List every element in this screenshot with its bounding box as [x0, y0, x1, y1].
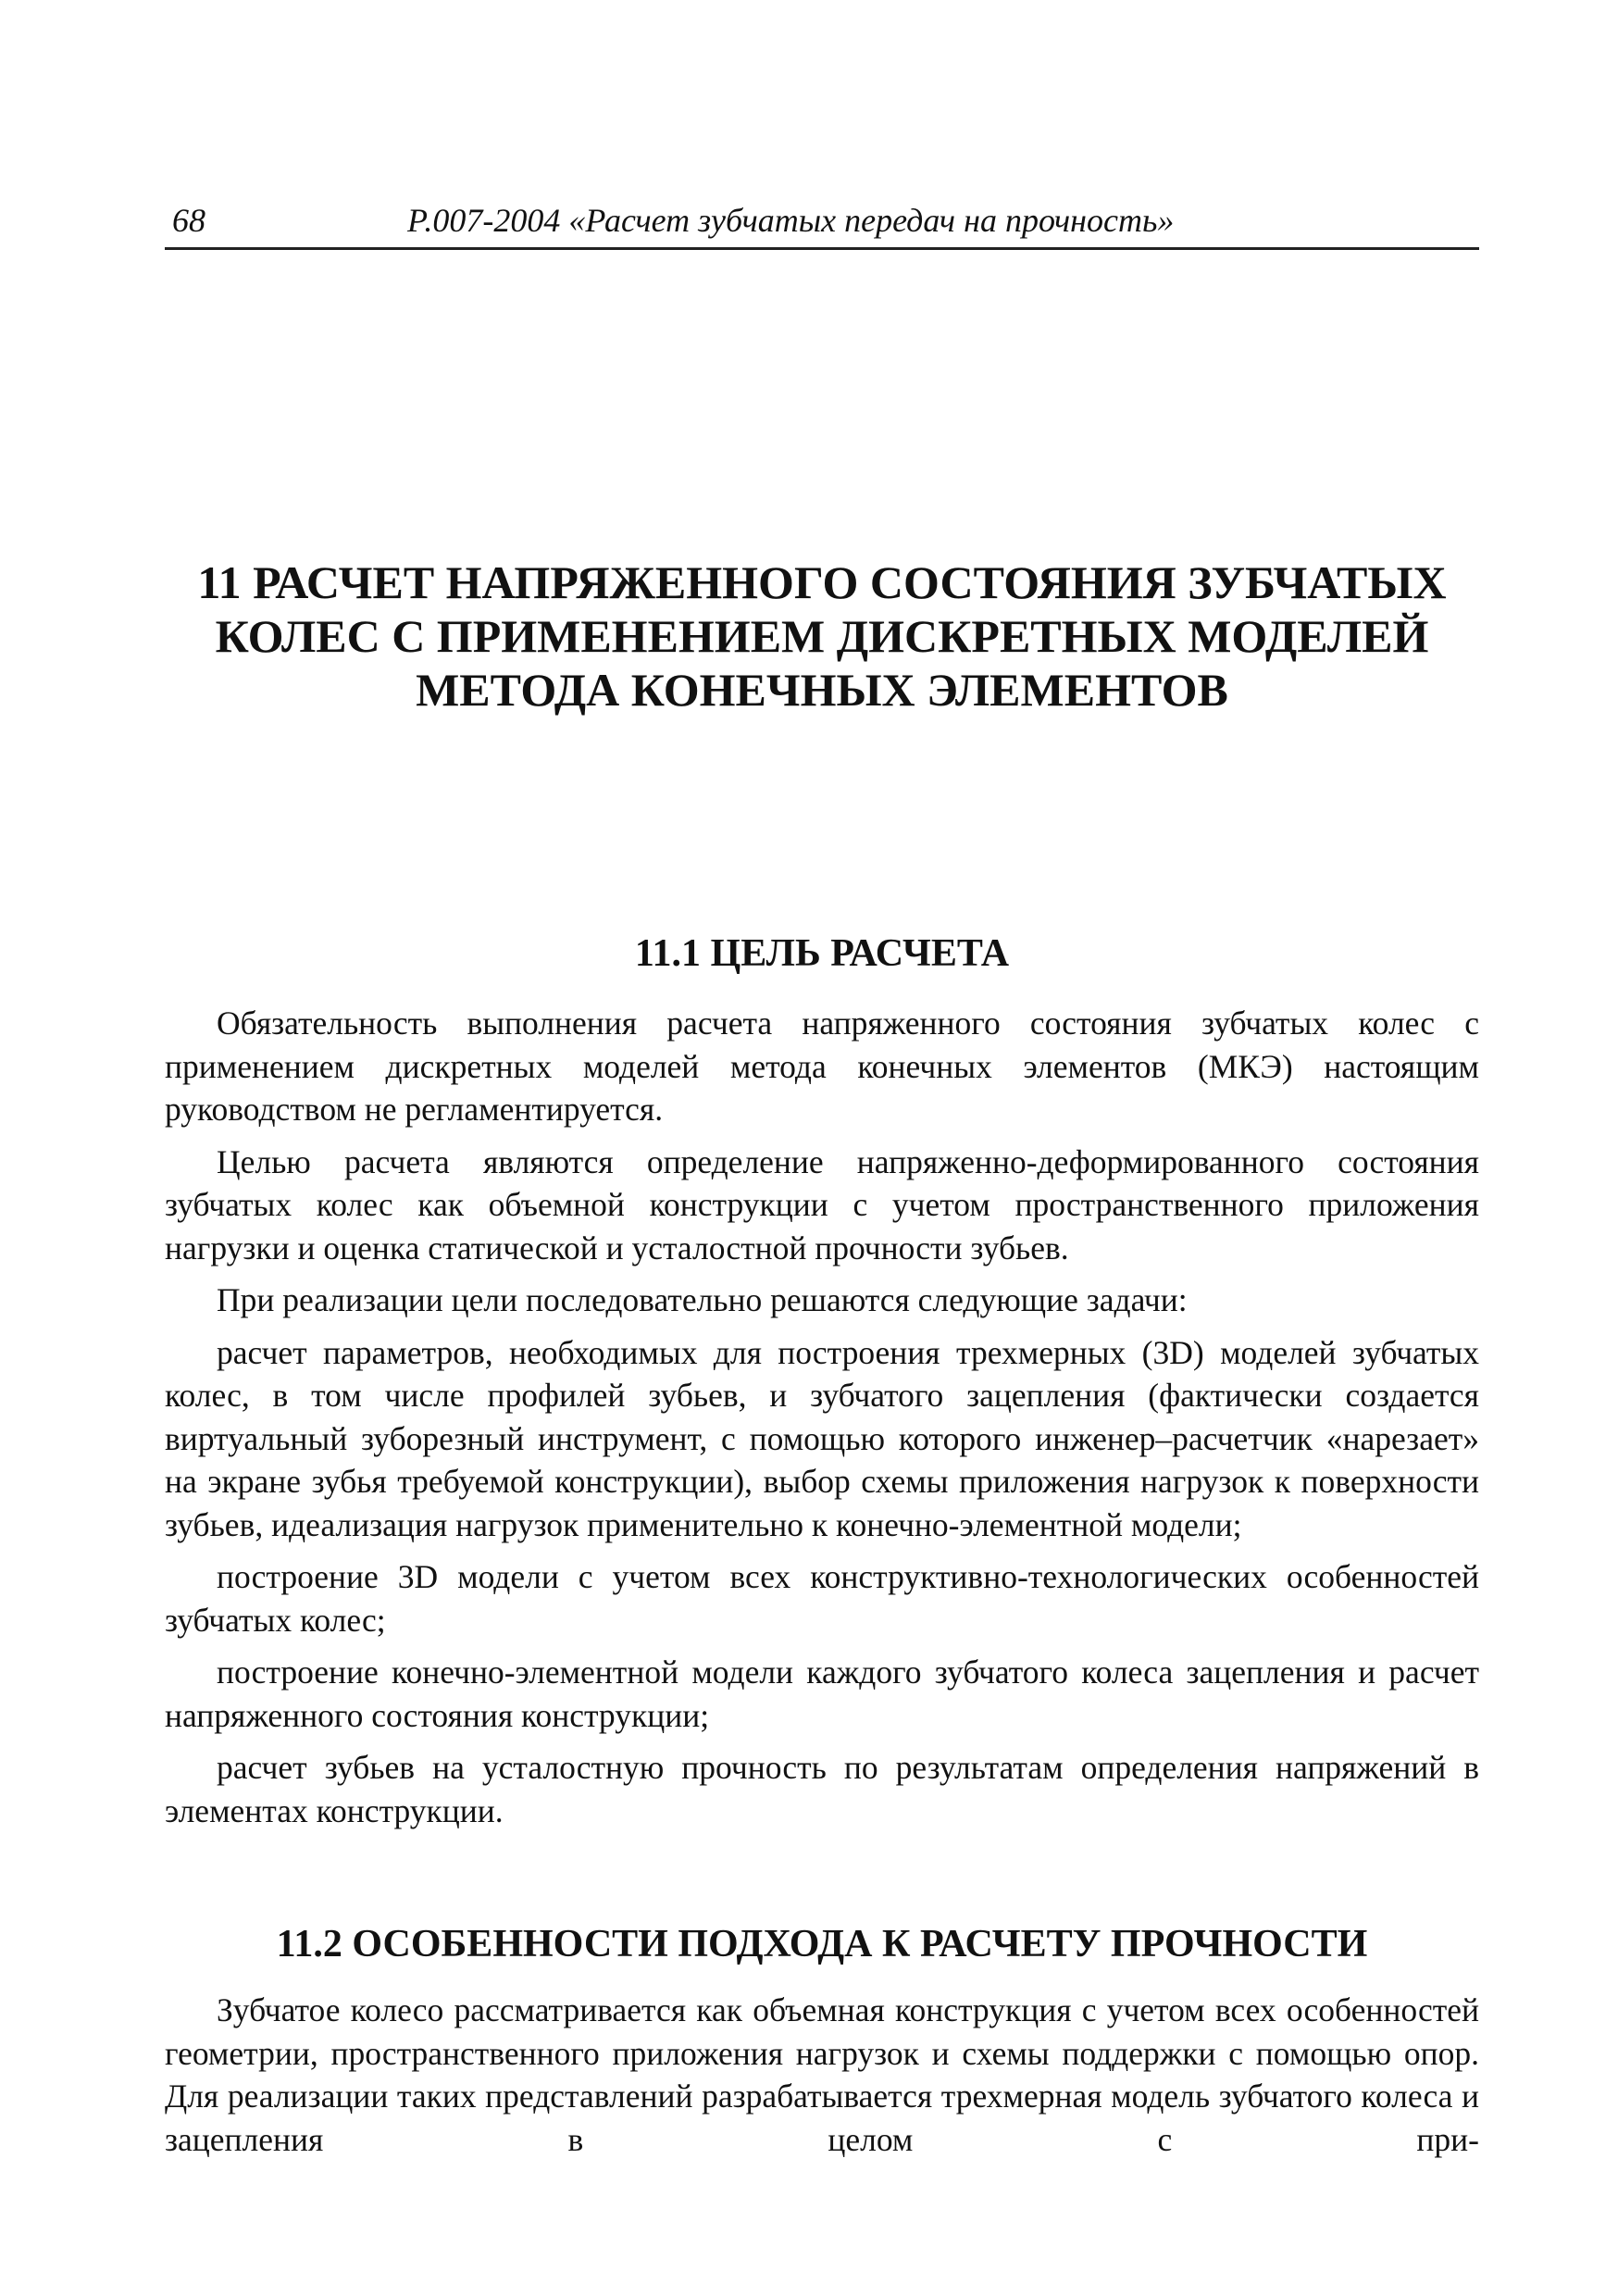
- chapter-title: 11 РАСЧЕТ НАПРЯЖЕННОГО СОСТОЯНИЯ ЗУБЧАТЫХ КОЛЕС С ПРИМЕНЕНИЕМ ДИСКРЕТНЫХ МОДЕЛЕЙ МЕТОДА КОНЕЧНЫХ ЭЛЕМЕНТОВ: [197, 556, 1447, 716]
- paragraph: построение 3D модели с учетом всех конструктивно-технологических особенностей зубчатых колес;: [165, 1558, 1479, 1639]
- page-number: 68: [172, 202, 205, 239]
- section-title-11-1: 11.1 ЦЕЛЬ РАСЧЕТА: [634, 932, 1010, 975]
- section-11-2-body: [165, 1989, 1479, 2170]
- page-header: [165, 199, 1479, 250]
- paragraph: Зубчатое колесо рассматривается как объемная конструкция с учетом всех особенностей геометрии, пространственного приложения нагрузок и схемы поддержки с помощью опор. Для реализации таких представлений разрабатывается трехмерная модель зубчатого колеса и зацепления в целом с при-: [165, 1991, 1479, 2158]
- paragraph: Целью расчета являются определение напряженно-деформированного состояния зубчатых колес как объемной конструкции с учетом пространственного приложения нагрузки и оценка статической и усталостной прочности зубьев.: [165, 1142, 1479, 1267]
- paragraph: построение конечно-элементной модели каждого зубчатого колеса зацепления и расчет напряженного состояния конструкции;: [165, 1653, 1479, 1734]
- section-11-1-body: [165, 1002, 1479, 1841]
- paragraph: При реализации цели последовательно решаются следующие задачи:: [217, 1281, 1188, 1318]
- section-title-11-2: 11.2 ОСОБЕННОСТИ ПОДХОДА К РАСЧЕТУ ПРОЧНОСТИ: [276, 1923, 1368, 1965]
- paragraph: Обязательность выполнения расчета напряженного состояния зубчатых колес с применением дискретных моделей метода конечных элементов (МКЭ) настоящим руководством не регламентируется.: [165, 1004, 1479, 1128]
- running-title: Р.007-2004 «Расчет зубчатых передач на прочность»: [407, 202, 1175, 239]
- paragraph: расчет параметров, необходимых для построения трехмерных (3D) моделей зубчатых колес, в том числе профилей зубьев, и зубчатого зацепления (фактически создается виртуальный зуборезный инструмент, с помощью которого инженер–расчетчик «нарезает» на экране зубья требуемой конструкции), выбор схемы приложения нагрузок к поверхности зубьев, идеализация нагрузок применительно к конечно-элементной модели;: [165, 1333, 1479, 1543]
- paragraph: расчет зубьев на усталостную прочность по результатам определения напряжений в элементах конструкции.: [165, 1749, 1479, 1829]
